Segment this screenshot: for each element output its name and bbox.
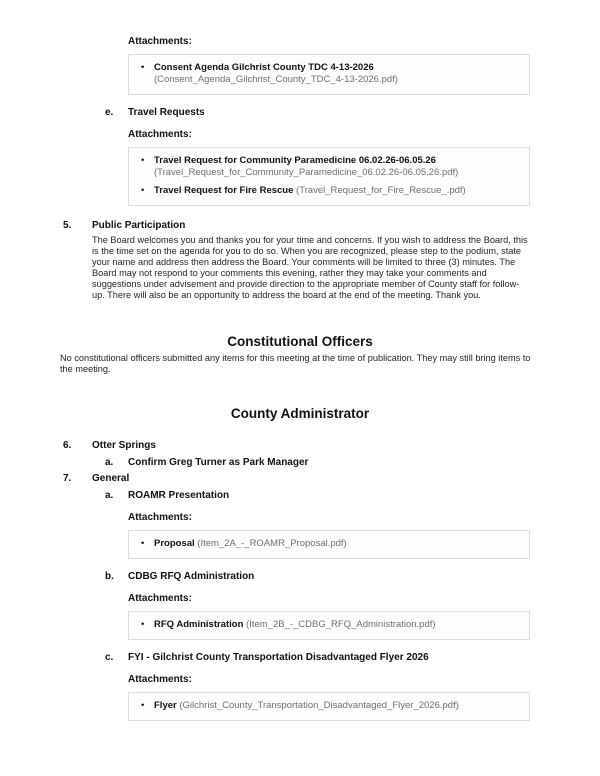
attachments-box: [128, 147, 530, 206]
attachment-file-text: [154, 538, 347, 550]
attachment-file[interactable]: [141, 538, 515, 550]
agenda-item-otter-springs: [63, 440, 540, 451]
attachment-file[interactable]: [141, 155, 515, 179]
attachments-label: Attachments:: [128, 36, 192, 47]
item-marker: 5.: [63, 220, 72, 231]
agenda-subitem-cdbg-rfq: [105, 571, 540, 582]
attachments-box: [128, 611, 530, 640]
item-label: General: [92, 473, 130, 484]
attachment-filename: (Gilchrist_County_Transportation_Disadvantaged_Flyer_2026.pdf): [179, 700, 459, 711]
attachment-file-text: [154, 155, 515, 179]
attachments-box: [128, 530, 530, 559]
attachments-label: Attachments:: [128, 674, 192, 685]
bullet-icon: •: [141, 619, 145, 630]
section-heading-county-administrator: County Administrator: [230, 406, 370, 421]
agenda-item-general: [63, 473, 540, 484]
attachment-file-text: [154, 619, 436, 631]
item-marker: a.: [105, 457, 114, 468]
attachment-filename: (Item_2B_-_CDBG_RFQ_Administration.pdf): [246, 619, 436, 630]
attachment-title: Flyer: [154, 700, 177, 711]
attachment-file[interactable]: [141, 619, 515, 631]
section-heading-constitutional-officers: Constitutional Officers: [227, 334, 373, 349]
item-label: Confirm Greg Turner as Park Manager: [128, 457, 309, 468]
attachment-filename: (Consent_Agenda_Gilchrist_County_TDC_4-13-2026.pdf): [154, 74, 398, 85]
agenda-subitem-roamr-presentation: [105, 490, 540, 501]
bullet-icon: •: [141, 155, 145, 166]
item-label: ROAMR Presentation: [128, 490, 230, 501]
attachment-title: RFQ Administration: [154, 619, 244, 630]
attachment-file-text: [154, 62, 515, 86]
attachment-title: Proposal: [154, 538, 195, 549]
attachment-file-text: [154, 700, 459, 712]
attachment-filename: (Item_2A_-_ROAMR_Proposal.pdf): [197, 538, 347, 549]
item-marker: a.: [105, 490, 114, 501]
attachment-title: Travel Request for Community Paramedicine 06.02.26-06.05.26: [154, 155, 436, 166]
agenda-subitem-fyi-flyer: [105, 652, 540, 663]
item-label: Otter Springs: [92, 440, 156, 451]
attachments-label: Attachments:: [128, 129, 192, 140]
item-label: FYI - Gilchrist County Transportation Disadvantaged Flyer 2026: [128, 652, 429, 663]
item-marker: 6.: [63, 440, 72, 451]
item-marker: e.: [105, 107, 114, 118]
attachments-box: [128, 692, 530, 721]
attachment-file[interactable]: [141, 700, 515, 712]
attachment-file[interactable]: [141, 185, 515, 197]
attachments-label: Attachments:: [128, 593, 192, 604]
agenda-item-public-participation: [63, 220, 540, 231]
public-participation-text: The Board welcomes you and thanks you for your time and concerns. If you wish to address the Board, this is the time set on the agenda for you to do so. When you are recognized, please step to the podium, state your name and address then address the Board. Your comments will be limited to three (3) minutes. The Board may not respond to your comments this evening, rather they may take your comments and suggestions under advisement and provide direction to the appropriate member of County staff for follow-up. There will also be an opportunity to address the board at the end of the meeting. Thank you.: [92, 235, 528, 300]
agenda-item-travel-requests: [105, 107, 540, 118]
attachment-title: Consent Agenda Gilchrist County TDC 4-13-2026: [154, 62, 374, 73]
item-label: Travel Requests: [128, 107, 205, 118]
attachment-file-text: [154, 185, 466, 197]
attachments-label: Attachments:: [128, 512, 192, 523]
attachment-filename: (Travel_Request_for_Community_Paramedicine_06.02.26-06.05.26.pdf): [154, 167, 459, 178]
item-marker: 7.: [63, 473, 72, 484]
attachments-box: [128, 54, 530, 95]
bullet-icon: •: [141, 62, 145, 73]
item-marker: c.: [105, 652, 114, 663]
attachment-title: Travel Request for Fire Rescue: [154, 185, 294, 196]
bullet-icon: •: [141, 185, 145, 196]
item-label: CDBG RFQ Administration: [128, 571, 255, 582]
bullet-icon: •: [141, 700, 145, 711]
constitutional-officers-text: No constitutional officers submitted any items for this meeting at the time of publication. They may still bring items to the meeting.: [60, 353, 531, 374]
bullet-icon: •: [141, 538, 145, 549]
agenda-subitem-confirm-park-manager: [105, 457, 540, 468]
item-marker: b.: [105, 571, 114, 582]
attachment-filename: (Travel_Request_for_Fire_Rescue_.pdf): [296, 185, 466, 196]
item-label: Public Participation: [92, 220, 186, 231]
attachment-file[interactable]: [141, 62, 515, 86]
